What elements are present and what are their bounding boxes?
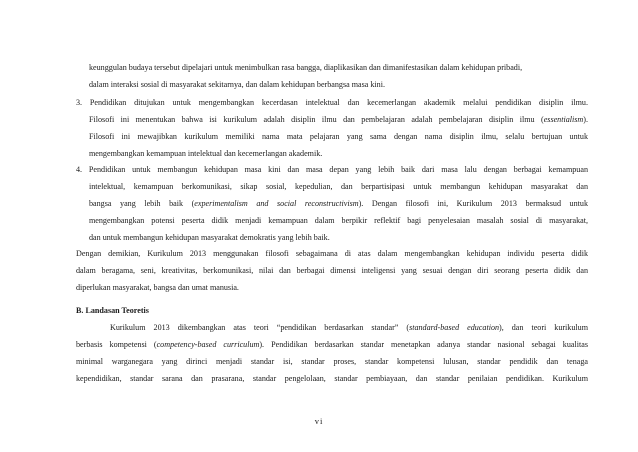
paragraph-line: Kurikulum 2013 dikembangkan atas teori “pendidikan berdasarkan standar” (standard-based education), dan teori kurikulum [110, 323, 588, 332]
text-line: dan untuk membangun kehidupan masyarakat demokratis yang lebih baik. [89, 233, 330, 242]
paragraph-line: minimal warganegara yang dirinci menjadi standar isi, standar proses, standar kompetensi lulusan, standar pendidik dan tenaga [76, 357, 588, 366]
text-line: Filosofi ini menentukan bahwa isi kurikulum adalah disiplin ilmu dan pembelajaran adalah pembelajaran disiplin ilmu (essentialism). [89, 115, 588, 124]
paragraph-line: kependidikan, standar sarana dan prasarana, standar pengelolaan, standar pembiayaan, dan standar penilaian pendidikan. Kurikulum [76, 374, 588, 383]
text-line: mengembangkan potensi peserta didik menjadi kemampuan dalam berpikir reflektif bagi penyelesaian masalah sosial di masyarakat, [89, 216, 588, 225]
text-line: keunggulan budaya tersebut dipelajari untuk menimbulkan rasa bangga, diaplikasikan dan dimanifestasikan dalam kehidupan pribadi, [89, 63, 523, 72]
text-line: dalam interaksi sosial di masyarakat sekitarnya, dan dalam kehidupan berbangsa masa kini. [89, 80, 386, 89]
paragraph-line: diperlukan masyarakat, bangsa dan umat manusia. [76, 283, 239, 292]
text-line: mengembangkan kemampuan intelektual dan kecemerlangan akademik. [89, 149, 323, 158]
list-item-4: 4. Pendidikan untuk membangun kehidupan masa kini dan masa depan yang lebih baik dari masa lalu dengan berbagai kemampuan [76, 165, 588, 174]
page-number: vi [314, 416, 324, 426]
text-line: bangsa yang lebih baik (experimentalism and social reconstructivism). Dengan filosofi ini, Kurikulum 2013 bermaksud untuk [89, 199, 588, 208]
list-item-3: 3. Pendidikan ditujukan untuk mengembangkan kecerdasan intelektual dan kecemerlangan akademik melalui pendidikan disiplin ilmu. [76, 98, 588, 107]
paragraph-line: Dengan demikian, Kurikulum 2013 menggunakan filosofi sebagaimana di atas dalam mengembangkan kehidupan individu peserta didik [76, 249, 588, 258]
paragraph-line: dalam beragama, seni, kreativitas, berkomunikasi, nilai dan berbagai dimensi inteligensi yang sesuai dengan diri seorang peserta didik dan [76, 266, 588, 275]
text-line: Filosofi ini mewajibkan kurikulum memiliki nama mata pelajaran yang sama dengan nama disiplin ilmu, selalu bertujuan untuk [89, 132, 588, 141]
text-line: intelektual, kemampuan berkomunikasi, sikap sosial, kepedulian, dan berpartisipasi untuk membangun kehidupan masyarakat dan [89, 182, 588, 191]
section-heading: B. Landasan Teoretis [76, 306, 149, 315]
paragraph-line: berbasis kompetensi (competency-based curriculum). Pendidikan berdasarkan standar menetapkan adanya standar nasional sebagai kualitas [76, 340, 588, 349]
